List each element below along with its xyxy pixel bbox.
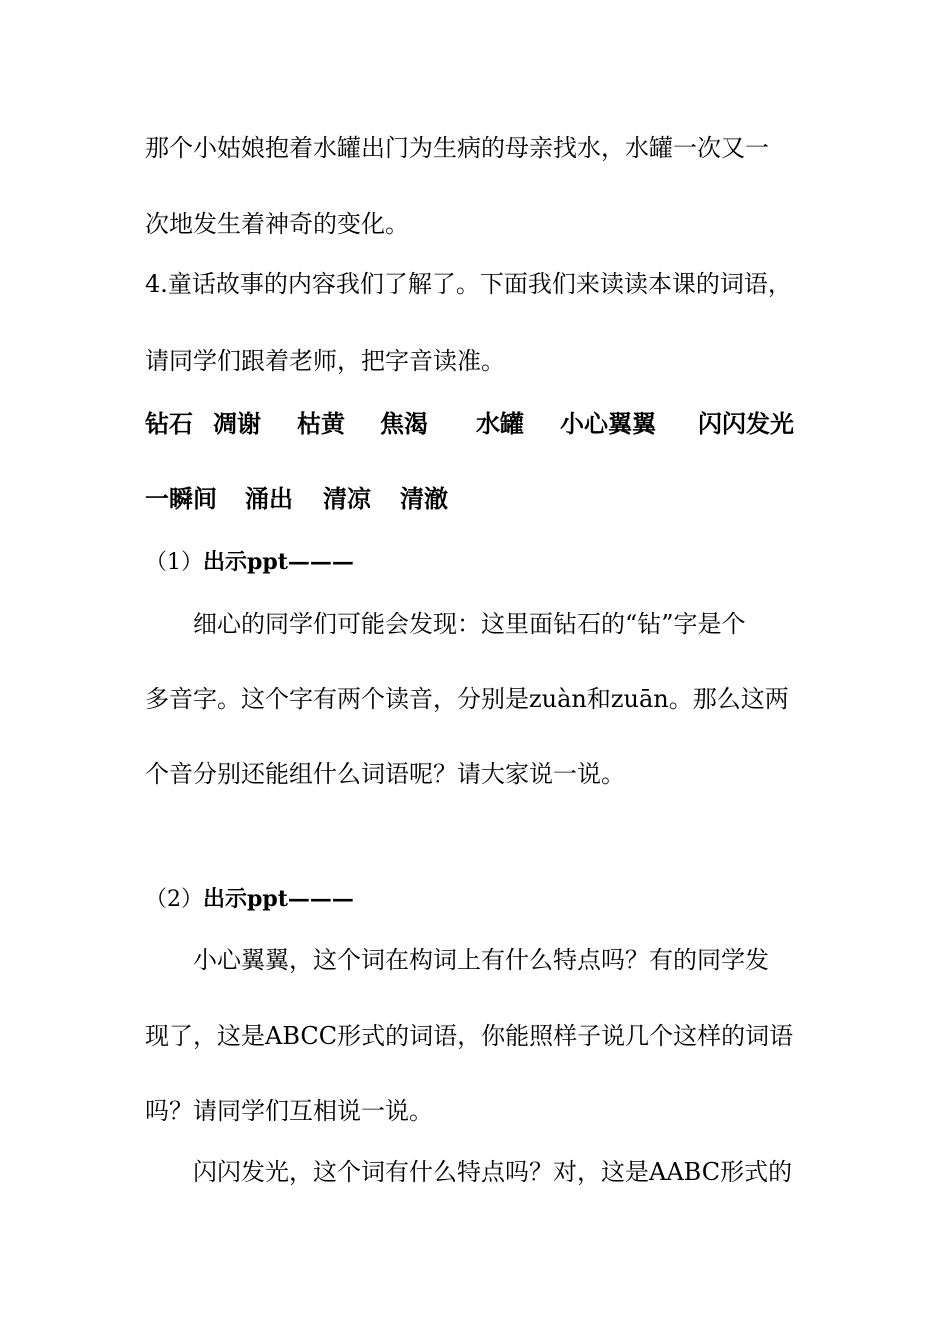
paragraph-line: 个音分别还能组什么词语呢？请大家说一说。 (145, 760, 625, 788)
section-title: 出示ppt——— (203, 886, 354, 912)
vocab-word: 闪闪发光 (698, 409, 794, 438)
vocab-word: 钻石 (145, 409, 193, 438)
vocab-word: 凋谢 (213, 409, 261, 438)
section-number: （2） (145, 887, 203, 912)
section-2-heading (145, 883, 354, 916)
vocab-word: 一瞬间 (145, 484, 217, 513)
vocab-word: 水罐 (476, 409, 524, 438)
section-title: 出示ppt——— (203, 549, 354, 575)
paragraph-line: 小心翼翼，这个词在构词上有什么特点吗？有的同学发 (193, 946, 769, 974)
paragraph-line: 4.童话故事的内容我们了解了。下面我们来读读本课的词语， (145, 270, 792, 298)
paragraph-line: 细心的同学们可能会发现：这里面钻石的“钻”字是个 (193, 610, 746, 638)
section-1-heading (145, 546, 354, 579)
paragraph-line: 现了，这是ABCC形式的词语，你能照样子说几个这样的词语 (145, 1022, 794, 1050)
paragraph-line: 次地发生着神奇的变化。 (145, 210, 409, 238)
vocab-word: 焦渴 (380, 409, 428, 438)
vocab-word: 枯黄 (297, 409, 345, 438)
vocab-word: 小心翼翼 (560, 409, 656, 438)
paragraph-line: 多音字。这个字有两个读音，分别是zuàn和zuān。那么这两 (145, 685, 789, 713)
vocab-word: 清澈 (400, 484, 448, 513)
paragraph-line: 那个小姑娘抱着水罐出门为生病的母亲找水，水罐一次又一 (145, 134, 769, 162)
paragraph-line: 闪闪发光，这个词有什么特点吗？对，这是AABC形式的 (193, 1158, 793, 1186)
paragraph-line: 吗？请同学们互相说一说。 (145, 1097, 433, 1125)
vocab-word: 涌出 (245, 484, 293, 513)
section-number: （1） (145, 550, 203, 575)
vocab-word: 清凉 (323, 484, 371, 513)
paragraph-line: 请同学们跟着老师，把字音读准。 (145, 347, 505, 375)
